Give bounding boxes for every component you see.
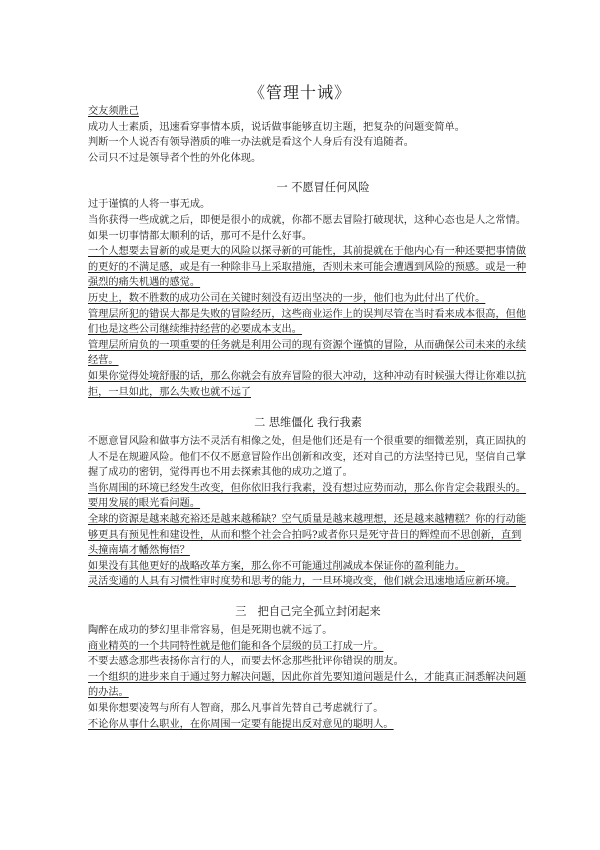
- paragraph: 当你周围的环境已经发生改变，但你依旧我行我素，没有想过应势而动，那么你肯定会栽跟头的。要用发展的眼光看问题。: [88, 482, 527, 510]
- section-heading: 三 把自己完全孤立封闭起来: [235, 605, 381, 619]
- paragraph: 不愿意冒风险和做事方法不灵活有相像之处，但是他们还是有一个很重要的细微差别，真正固执的人不是在规避风险。他们不仅不愿意冒险作出创新和改变，还对自己的方法坚持已见，坚信自己掌握了成功的密钥，觉得再也不用去探索其他的成功之道了。: [88, 436, 527, 479]
- paragraph: 如果没有其他更好的战略改革方案，那么你不可能通过削减成本保证你的盈利能力。: [88, 560, 465, 572]
- paragraph: 过于谨慎的人将一事无成。: [88, 199, 211, 211]
- paragraph: 当你获得一些成就之后，即便是很小的成就，你都不愿去冒险打破现状，这种心态也是人之常情。: [88, 214, 527, 226]
- paragraph: 历史上，数不胜数的成功公司在关键时刻没有迈出坚决的一步，他们也为此付出了代价。: [88, 292, 486, 304]
- section-heading: 二 思维僵化 我行我素: [254, 416, 362, 430]
- section-heading: 一 不愿冒任何风险: [276, 181, 370, 195]
- paragraph: 管理层所肩负的一项重要的任务就是利用公司的现有资源个谨慎的冒险，从而确保公司未来的永续经营。: [88, 339, 527, 367]
- paragraph: 全球的资源是越来越充裕还是越来越稀缺？空气质量是越来越理想，还是越来越糟糕？你的行动能够更具有预见性和建设性，从而和整个社会合拍吗?或者你只是死守昔日的辉煌而不思创新，直到头撞南墙才幡然悔悟？: [88, 514, 527, 557]
- intro-heading: 交友须胜己: [88, 106, 139, 117]
- intro-line: 判断一个人说否有领导潜质的唯一办法就是看这个人身后有没有追随者。: [88, 137, 414, 149]
- document-body: [88, 104, 528, 732]
- intro-line: 公司只不过是领导者个性的外化体现。: [88, 152, 262, 164]
- paragraph: 一个组织的进步来自于通过努力解决问题，因此你首先要知道问题是什么，才能真正洞悉解决问题的办法。: [88, 671, 527, 699]
- section-3: [88, 604, 528, 732]
- paragraph: 一个人想要去冒新的或是更大的风险以探寻新的可能性，其前提就在于他内心有一种还要把事情做的更好的不满足感，或是有一种除非马上采取措施，否则未来可能会遭遇到风险的预感。或是一种强烈的痛失机遇的感觉。: [88, 246, 527, 289]
- paragraph: 不要去感念那些表扬你言行的人，而要去怀念那些批评你错误的朋友。: [88, 656, 404, 668]
- paragraph: 商业精英的一个共同特性就是他们能和各个层级的员工打成一片。: [88, 640, 384, 652]
- intro-line: 成功人士素质，迅速看穿事情本质，说话做事能够直切主题，把复杂的问题变简单。: [88, 121, 465, 133]
- paragraph: 陶醉在成功的梦幻里非常容易，但是死期也就不远了。: [88, 625, 333, 637]
- paragraph: 如果你觉得处境舒服的话，那么你就会有放弃冒险的很大冲动，这种冲动有时候强大得让你难以抗拒，一旦如此，那么失败也就不远了: [88, 370, 527, 398]
- paragraph: 如果一切事情都太顺利的话，那可不是什么好事。: [88, 230, 313, 242]
- section-2: [88, 415, 528, 590]
- paragraph: 如果你想要凌驾与所有人智商，那么凡事首先替自己考虑就行了。: [88, 703, 384, 714]
- paragraph: 管理层所犯的错误大都是失败的冒险经历，这些商业运作上的误判尽管在当时看来成本很高，但他们也是这些公司继续维持经营的必要成本支出。: [88, 308, 527, 336]
- section-1: [88, 180, 528, 400]
- paragraph: 不论你从事什么职业，在你周围一定要有能提出反对意见的聪明人。: [88, 718, 394, 730]
- paragraph: 灵活变通的人具有习惯性审时度势和思考的能力，一旦环境改变，他们就会迅速地适应新环境。: [88, 576, 516, 588]
- document-title: 《管理十诫》: [248, 83, 351, 102]
